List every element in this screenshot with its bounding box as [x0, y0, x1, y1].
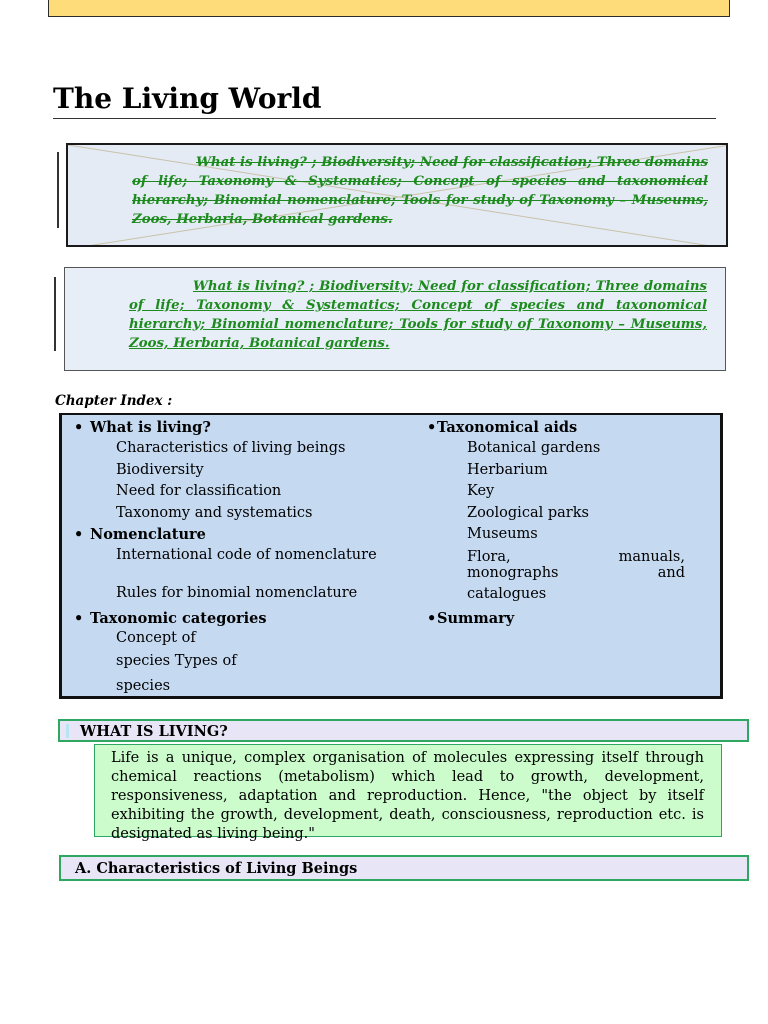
index-item: Botanical gardens	[467, 440, 601, 456]
chapter-index-box	[59, 413, 723, 699]
margin-bar	[54, 277, 56, 351]
syllabus-text: What is living? ; Biodiversity; Need for classification; Three domains of life; Taxonomy & Systematics; Concept of species and taxonomical hierarchy; Binomial nomenclature; Tools for study of Taxonomy – Museums, Zoos, Herbaria, Botanical gardens.	[129, 279, 707, 351]
index-column-left	[74, 417, 404, 699]
index-heading: •Taxonomical aids	[427, 419, 578, 436]
index-column-right	[427, 417, 685, 629]
heading-accent	[66, 724, 69, 738]
index-item: Taxonomy and systematics	[116, 504, 313, 521]
index-item: species Types of	[116, 652, 237, 669]
definition-box: Life is a unique, complex organisation of molecules expressing itself through chemical reactions (metabolism) which lead to growth, development, responsiveness, adaptation and reproduction. Hence, "the object by itself exhibiting the growth, development, death, consciousness, reproduction etc. is designated as living being."	[94, 744, 722, 837]
index-item: Characteristics of living beings	[116, 440, 346, 456]
margin-bar	[57, 152, 59, 228]
index-item: Herbarium	[467, 461, 548, 478]
syllabus-box-struck	[66, 143, 728, 247]
section-heading-characteristics: A. Characteristics of Living Beings	[59, 855, 749, 881]
syllabus-box	[64, 267, 726, 371]
chapter-index-label: Chapter Index :	[55, 393, 173, 409]
index-heading: • Taxonomic categories	[74, 609, 267, 627]
index-item: catalogues	[467, 585, 547, 602]
index-item: Museums	[467, 526, 538, 542]
index-item: Biodiversity	[116, 461, 204, 478]
index-item: Key	[467, 483, 495, 499]
section-heading-what-is-living: WHAT IS LIVING?	[58, 719, 749, 742]
index-item: species	[116, 677, 171, 694]
index-item: Zoological parks	[467, 504, 589, 521]
header-banner	[48, 0, 730, 17]
index-heading: • Nomenclature	[74, 526, 206, 543]
index-heading: • What is living?	[74, 419, 211, 436]
index-item: Need for classification	[116, 483, 282, 499]
index-item: Rules for binomial nomenclature	[116, 585, 358, 601]
index-heading: •Summary	[427, 610, 515, 627]
page-title: The Living World	[53, 80, 716, 119]
index-item: Flora, manuals, monographs and	[467, 548, 685, 581]
index-item: Concept of	[116, 629, 196, 646]
index-item: International code of nomenclature	[116, 547, 377, 563]
syllabus-text-struck: What is living? ; Biodiversity; Need for classification; Three domains of life; Taxonomy & Systematics; Concept of species and taxonomical hierarchy; Binomial nomenclature; Tools for study of Taxonomy – Museums, Zoos, Herbaria, Botanical gardens.	[132, 155, 708, 227]
